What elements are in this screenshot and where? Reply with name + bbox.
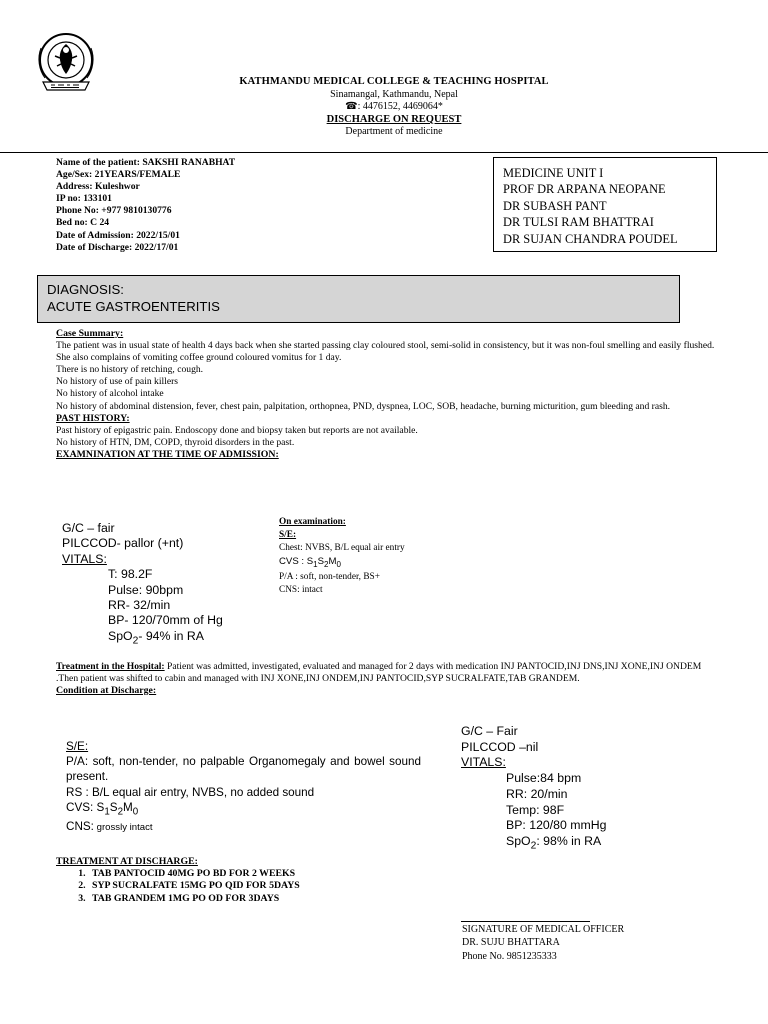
on-examination bbox=[279, 516, 405, 597]
case-summary-section bbox=[56, 328, 721, 461]
letterhead bbox=[0, 76, 768, 139]
spo2-prefix: SpO bbox=[108, 628, 133, 643]
on-exam-heading: On examination: bbox=[279, 517, 346, 527]
spo2-suffix: - 94% in RA bbox=[138, 628, 204, 643]
case-summary-line: No history of use of pain killers bbox=[56, 376, 179, 388]
cns-finding: CNS: intact bbox=[279, 584, 323, 595]
spo2-admission bbox=[62, 629, 223, 649]
cvs-finding bbox=[279, 555, 405, 571]
gc-fair: G/C – fair bbox=[62, 521, 115, 535]
cvs-s1-sub: 1 bbox=[313, 559, 318, 569]
cvs-prefix: CVS : S bbox=[279, 556, 314, 567]
treatment-discharge-heading: TREATMENT AT DISCHARGE: bbox=[56, 856, 198, 867]
exam-admission-heading: EXAMNINATION AT THE TIME OF ADMISSION: bbox=[56, 448, 279, 460]
temp-admission: T: 98.2F bbox=[108, 567, 153, 582]
medical-officer-name: DR. SUJU BHATTARA bbox=[462, 937, 560, 949]
patient-phone: Phone No: +977 9810130776 bbox=[56, 205, 172, 217]
rs-discharge: RS : B/L equal air entry, NVBS, no added sound bbox=[66, 785, 315, 799]
case-summary-heading: Case Summary: bbox=[56, 328, 124, 339]
past-history-heading: PAST HISTORY: bbox=[56, 412, 130, 424]
cvs-m: M bbox=[328, 556, 337, 567]
admission-date: Date of Admission: 2022/15/01 bbox=[56, 229, 180, 241]
rr-admission: RR- 32/min bbox=[108, 598, 171, 613]
signature-line bbox=[461, 921, 590, 922]
case-summary-line: No history of abdominal distension, fever, chest pain, palpitation, orthopnea, PND, dyspnea, LOC, SOB, headache, burning micturition, gum bleeding and rash. bbox=[56, 400, 671, 412]
chest-finding: Chest: NVBS, B/L equal air entry bbox=[279, 543, 405, 553]
patient-age-sex: Age/Sex: 21YEARS/FEMALE bbox=[56, 169, 181, 181]
cvs-discharge bbox=[66, 800, 421, 820]
case-summary-line: The patient was in usual state of health 4 days back when she started passing clay coloured stool, semi-solid in consistency, but it was non-foul smelling and easily flushed. bbox=[56, 340, 715, 352]
medication-item: 3. TAB GRANDEM 1MG PO OD FOR 3DAYS bbox=[88, 893, 300, 905]
spo2-prefix: SpO bbox=[506, 833, 531, 848]
pa-finding: P/A : soft, non-tender, BS+ bbox=[279, 571, 380, 582]
unit-line: PROF DR ARPANA NEOPANE bbox=[503, 182, 666, 197]
pilccod-discharge: PILCCOD –nil bbox=[461, 739, 539, 754]
cvs-m: M bbox=[123, 800, 133, 814]
diagnosis-box bbox=[37, 275, 680, 323]
medicine-unit-box bbox=[493, 157, 717, 252]
se-discharge-label: S/E: bbox=[66, 740, 89, 753]
department: Department of medicine bbox=[345, 126, 443, 138]
bp-admission: BP- 120/70mm of Hg bbox=[108, 613, 223, 628]
discharge-general-exam bbox=[461, 724, 606, 854]
cvs-s: S bbox=[317, 556, 324, 567]
unit-line: DR SUJAN CHANDRA POUDEL bbox=[503, 231, 678, 246]
cvs-prefix: CVS: S bbox=[66, 800, 105, 814]
spo2-sub: 2 bbox=[530, 840, 537, 852]
document-title: DISCHARGE ON REQUEST bbox=[326, 113, 462, 125]
signature-title: SIGNATURE OF MEDICAL OFFICER bbox=[462, 924, 625, 935]
spo2-suffix: : 98% in RA bbox=[536, 833, 602, 848]
cvs-s1-sub: 1 bbox=[104, 806, 110, 818]
spo2-sub: 2 bbox=[132, 635, 139, 647]
medication-list bbox=[56, 868, 300, 905]
case-summary-line: She also complains of vomiting coffee ground coloured vomitus for 1 day. bbox=[56, 352, 342, 364]
medical-officer-phone: Phone No. 9851235333 bbox=[462, 950, 557, 962]
case-summary-line: There is no history of retching, cough. bbox=[56, 364, 204, 376]
unit-line: DR SUBASH PANT bbox=[503, 198, 607, 213]
unit-line: DR TULSI RAM BHATTRAI bbox=[503, 215, 654, 230]
pilccod-admission: PILCCOD- pallor (+nt) bbox=[62, 536, 184, 551]
treatment-hospital-section bbox=[56, 661, 716, 697]
temp-discharge: Temp: 98F bbox=[506, 802, 565, 817]
cvs-m0-sub: 0 bbox=[336, 559, 341, 569]
hospital-address: Sinamangal, Kathmandu, Nepal bbox=[330, 88, 458, 100]
discharge-systemic-exam bbox=[66, 739, 421, 836]
patient-address: Address: Kuleshwor bbox=[56, 181, 140, 193]
treatment-hospital-label: Treatment in the Hospital: bbox=[56, 661, 165, 672]
treatment-hospital-text bbox=[56, 661, 716, 685]
cvs-m0-sub: 0 bbox=[132, 806, 139, 818]
discharge-date: Date of Discharge: 2022/17/01 bbox=[56, 241, 179, 253]
cvs-s2-sub: 2 bbox=[323, 559, 329, 569]
unit-line: MEDICINE UNIT I bbox=[503, 166, 604, 180]
medication-item: 2. SYP SUCRALFATE 15MG PO QID FOR 5DAYS bbox=[88, 880, 300, 892]
hospital-name: KATHMANDU MEDICAL COLLEGE & TEACHING HOSPITAL bbox=[239, 76, 549, 87]
treatment-discharge-section bbox=[56, 856, 300, 905]
patient-name: Name of the patient: SAKSHI RANABHAT bbox=[56, 157, 236, 168]
spo2-discharge bbox=[461, 834, 606, 854]
bp-discharge: BP: 120/80 mmHg bbox=[506, 818, 607, 833]
medication-item: 1. TAB PANTOCID 40MG PO BD FOR 2 WEEKS bbox=[88, 868, 300, 880]
cns-label: CNS: bbox=[66, 820, 94, 834]
patient-bed-no: Bed no: C 24 bbox=[56, 217, 110, 229]
pulse-discharge: Pulse:84 bpm bbox=[506, 771, 582, 786]
past-history-line: Past history of epigastric pain. Endoscopy done and biopsy taken but reports are not available. bbox=[56, 424, 418, 436]
treatment-hospital-body: Patient was admitted, investigated, evaluated and managed for 2 days with medication INJ PANTOCID,INJ DNS,INJ XONE,INJ ONDEM .Then patient was shifted to cabin and managed with INJ XONE,INJ ONDEM,INJ PANTOCID,SYP SUCRALFATE,TAB GRANDEM. bbox=[56, 661, 702, 685]
gc-discharge: G/C – Fair bbox=[461, 724, 518, 738]
rr-discharge: RR: 20/min bbox=[506, 786, 568, 801]
diagnosis-label: DIAGNOSIS: bbox=[47, 282, 124, 297]
header-divider bbox=[0, 152, 768, 153]
hospital-phone: ☎: 4476152, 4469064* bbox=[345, 101, 443, 113]
patient-ip-no: IP no: 133101 bbox=[56, 193, 112, 205]
condition-discharge-heading: Condition at Discharge: bbox=[56, 685, 157, 697]
se-label: S/E: bbox=[279, 530, 297, 540]
cns-discharge bbox=[66, 819, 421, 835]
cvs-s: S bbox=[109, 800, 118, 814]
past-history-line: No history of HTN, DM, COPD, thyroid disorders in the past. bbox=[56, 436, 295, 448]
vitals-label: VITALS: bbox=[62, 551, 107, 566]
admission-general-exam bbox=[62, 521, 223, 649]
patient-details bbox=[56, 157, 235, 254]
cns-value: grossly intact bbox=[93, 822, 153, 834]
signature-block bbox=[462, 923, 624, 963]
vitals-discharge-label: VITALS: bbox=[461, 755, 506, 770]
cvs-s2-sub: 2 bbox=[117, 806, 123, 818]
case-summary-line: No history of alcohol intake bbox=[56, 388, 164, 400]
pulse-admission: Pulse: 90bpm bbox=[108, 582, 184, 597]
pa-discharge: P/A: soft, non-tender, no palpable Organomegaly and bowel sound present. bbox=[66, 755, 421, 784]
diagnosis-value: ACUTE GASTROENTERITIS bbox=[47, 299, 220, 314]
